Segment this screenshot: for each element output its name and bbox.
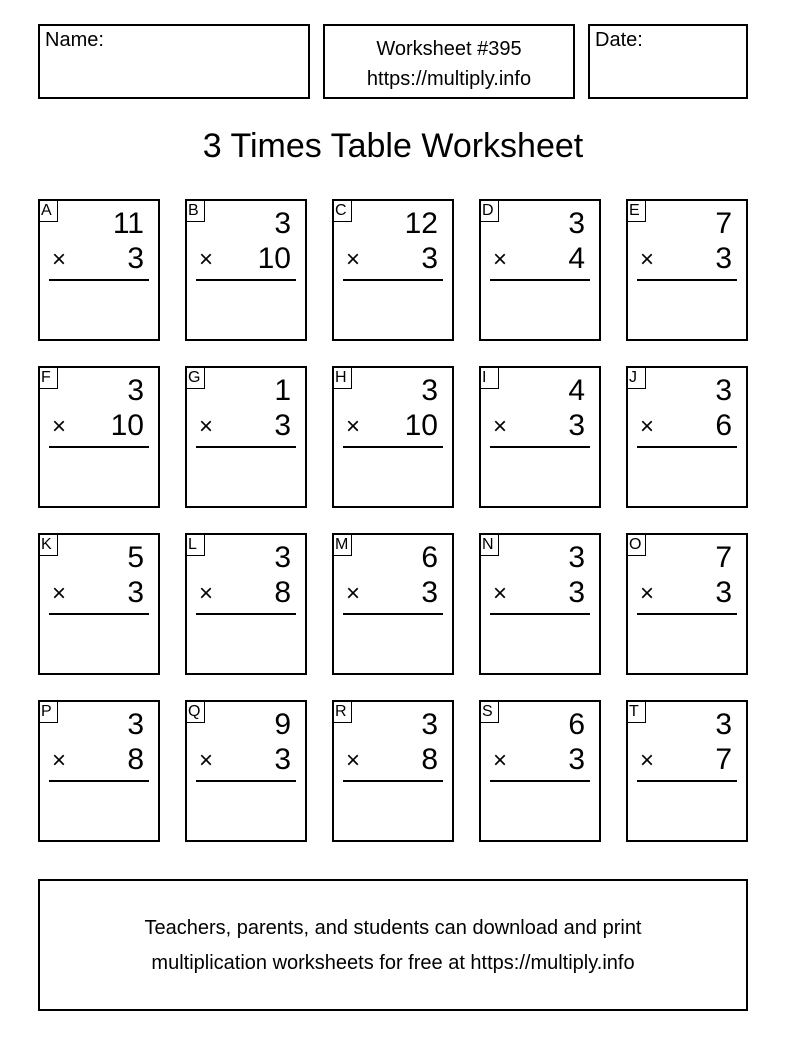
footer-box bbox=[38, 879, 748, 1011]
footer-line-1: Teachers, parents, and students can download and print bbox=[144, 917, 642, 939]
problem-bottom-number: 8 bbox=[127, 743, 144, 776]
multiply-sign: × bbox=[640, 747, 655, 774]
answer-line bbox=[637, 613, 737, 615]
answer-line bbox=[490, 279, 590, 281]
answer-line bbox=[49, 446, 149, 448]
problem-box[interactable] bbox=[626, 533, 748, 675]
problem-box[interactable] bbox=[479, 366, 601, 508]
problem-bottom-number: 3 bbox=[421, 242, 438, 275]
date-box[interactable] bbox=[588, 24, 748, 99]
multiply-sign: × bbox=[346, 413, 361, 440]
problem-top-number: 6 bbox=[568, 708, 585, 741]
footer-line-2: multiplication worksheets for free at https://multiply.info bbox=[151, 952, 635, 974]
multiply-sign: × bbox=[199, 246, 214, 273]
problem-bottom-number: 3 bbox=[568, 576, 585, 609]
multiply-sign: × bbox=[640, 246, 655, 273]
name-label: Name: bbox=[45, 29, 104, 51]
problem-bottom-number: 10 bbox=[404, 409, 438, 442]
problem-top-number: 4 bbox=[568, 374, 585, 407]
problem-box[interactable] bbox=[185, 366, 307, 508]
problem-label: F bbox=[38, 366, 58, 389]
problem-box[interactable] bbox=[626, 700, 748, 842]
multiply-sign: × bbox=[52, 747, 67, 774]
problem-bottom-number: 8 bbox=[421, 743, 438, 776]
multiply-sign: × bbox=[346, 580, 361, 607]
problem-box[interactable] bbox=[626, 199, 748, 341]
multiply-sign: × bbox=[493, 413, 508, 440]
problem-bottom-number: 3 bbox=[274, 409, 291, 442]
answer-line bbox=[49, 279, 149, 281]
answer-line bbox=[637, 446, 737, 448]
problem-box[interactable] bbox=[332, 533, 454, 675]
problem-label: E bbox=[626, 199, 646, 222]
problem-label: C bbox=[332, 199, 352, 222]
problem-box[interactable] bbox=[38, 199, 160, 341]
problem-box[interactable] bbox=[185, 199, 307, 341]
problem-top-number: 3 bbox=[421, 374, 438, 407]
answer-line bbox=[637, 279, 737, 281]
problem-label: T bbox=[626, 700, 646, 723]
problem-top-number: 7 bbox=[715, 207, 732, 240]
answer-line bbox=[343, 279, 443, 281]
problem-bottom-number: 3 bbox=[421, 576, 438, 609]
answer-line bbox=[196, 613, 296, 615]
problem-top-number: 5 bbox=[127, 541, 144, 574]
multiply-sign: × bbox=[640, 580, 655, 607]
problem-label: I bbox=[479, 366, 499, 389]
problem-box[interactable] bbox=[332, 366, 454, 508]
worksheet-url[interactable]: https://multiply.info bbox=[366, 68, 532, 90]
answer-line bbox=[196, 279, 296, 281]
answer-line bbox=[490, 613, 590, 615]
problem-bottom-number: 3 bbox=[715, 576, 732, 609]
problem-top-number: 6 bbox=[421, 541, 438, 574]
problem-box[interactable] bbox=[185, 700, 307, 842]
answer-line bbox=[490, 780, 590, 782]
answer-line bbox=[343, 613, 443, 615]
problem-top-number: 3 bbox=[274, 207, 291, 240]
answer-line bbox=[343, 780, 443, 782]
answer-line bbox=[196, 780, 296, 782]
answer-line bbox=[637, 780, 737, 782]
problem-top-number: 3 bbox=[421, 708, 438, 741]
multiply-sign: × bbox=[199, 413, 214, 440]
date-label: Date: bbox=[595, 29, 643, 51]
problem-top-number: 3 bbox=[127, 374, 144, 407]
worksheet-info-box bbox=[323, 24, 575, 99]
problem-label: Q bbox=[185, 700, 205, 723]
problem-top-number: 11 bbox=[112, 207, 144, 240]
problem-label: H bbox=[332, 366, 352, 389]
multiply-sign: × bbox=[52, 413, 67, 440]
problem-bottom-number: 10 bbox=[257, 242, 291, 275]
problem-label: A bbox=[38, 199, 58, 222]
problem-label: O bbox=[626, 533, 646, 556]
problem-label: G bbox=[185, 366, 205, 389]
problem-box[interactable] bbox=[332, 700, 454, 842]
problem-box[interactable] bbox=[626, 366, 748, 508]
problem-box[interactable] bbox=[38, 366, 160, 508]
page-title: 3 Times Table Worksheet bbox=[202, 127, 584, 165]
multiply-sign: × bbox=[346, 747, 361, 774]
problem-box[interactable] bbox=[479, 700, 601, 842]
multiply-sign: × bbox=[493, 246, 508, 273]
problem-label: B bbox=[185, 199, 205, 222]
multiply-sign: × bbox=[52, 580, 67, 607]
problem-bottom-number: 3 bbox=[274, 743, 291, 776]
multiply-sign: × bbox=[52, 246, 67, 273]
multiply-sign: × bbox=[199, 747, 214, 774]
problem-bottom-number: 6 bbox=[715, 409, 732, 442]
multiply-sign: × bbox=[640, 413, 655, 440]
problem-top-number: 3 bbox=[568, 541, 585, 574]
problem-bottom-number: 10 bbox=[110, 409, 144, 442]
multiply-sign: × bbox=[493, 580, 508, 607]
problem-bottom-number: 8 bbox=[274, 576, 291, 609]
multiply-sign: × bbox=[493, 747, 508, 774]
problem-top-number: 3 bbox=[715, 374, 732, 407]
problem-bottom-number: 3 bbox=[715, 242, 732, 275]
problem-top-number: 12 bbox=[404, 207, 438, 240]
problem-label: J bbox=[626, 366, 646, 389]
problem-box[interactable] bbox=[38, 700, 160, 842]
answer-line bbox=[49, 780, 149, 782]
problem-top-number: 1 bbox=[274, 374, 291, 407]
problem-box[interactable] bbox=[38, 533, 160, 675]
name-box[interactable] bbox=[38, 24, 310, 99]
problem-box[interactable] bbox=[332, 199, 454, 341]
problem-bottom-number: 3 bbox=[127, 242, 144, 275]
problem-label: P bbox=[38, 700, 58, 723]
multiply-sign: × bbox=[346, 246, 361, 273]
problem-box[interactable] bbox=[185, 533, 307, 675]
problem-label: M bbox=[332, 533, 352, 556]
problem-top-number: 3 bbox=[715, 708, 732, 741]
problem-top-number: 7 bbox=[715, 541, 732, 574]
problem-label: S bbox=[479, 700, 499, 723]
problem-label: R bbox=[332, 700, 352, 723]
problem-top-number: 3 bbox=[274, 541, 291, 574]
answer-line bbox=[196, 446, 296, 448]
problem-bottom-number: 3 bbox=[568, 409, 585, 442]
problem-label: D bbox=[479, 199, 499, 222]
problem-bottom-number: 3 bbox=[127, 576, 144, 609]
problem-label: L bbox=[185, 533, 205, 556]
problem-top-number: 3 bbox=[568, 207, 585, 240]
problem-label: K bbox=[38, 533, 58, 556]
problem-box[interactable] bbox=[479, 199, 601, 341]
problem-top-number: 9 bbox=[274, 708, 291, 741]
problem-top-number: 3 bbox=[127, 708, 144, 741]
problem-bottom-number: 4 bbox=[568, 242, 585, 275]
problem-box[interactable] bbox=[479, 533, 601, 675]
problem-bottom-number: 7 bbox=[715, 743, 732, 776]
multiply-sign: × bbox=[199, 580, 214, 607]
problem-bottom-number: 3 bbox=[568, 743, 585, 776]
answer-line bbox=[343, 446, 443, 448]
worksheet-number: Worksheet #395 bbox=[376, 38, 522, 60]
answer-line bbox=[49, 613, 149, 615]
problem-label: N bbox=[479, 533, 499, 556]
answer-line bbox=[490, 446, 590, 448]
